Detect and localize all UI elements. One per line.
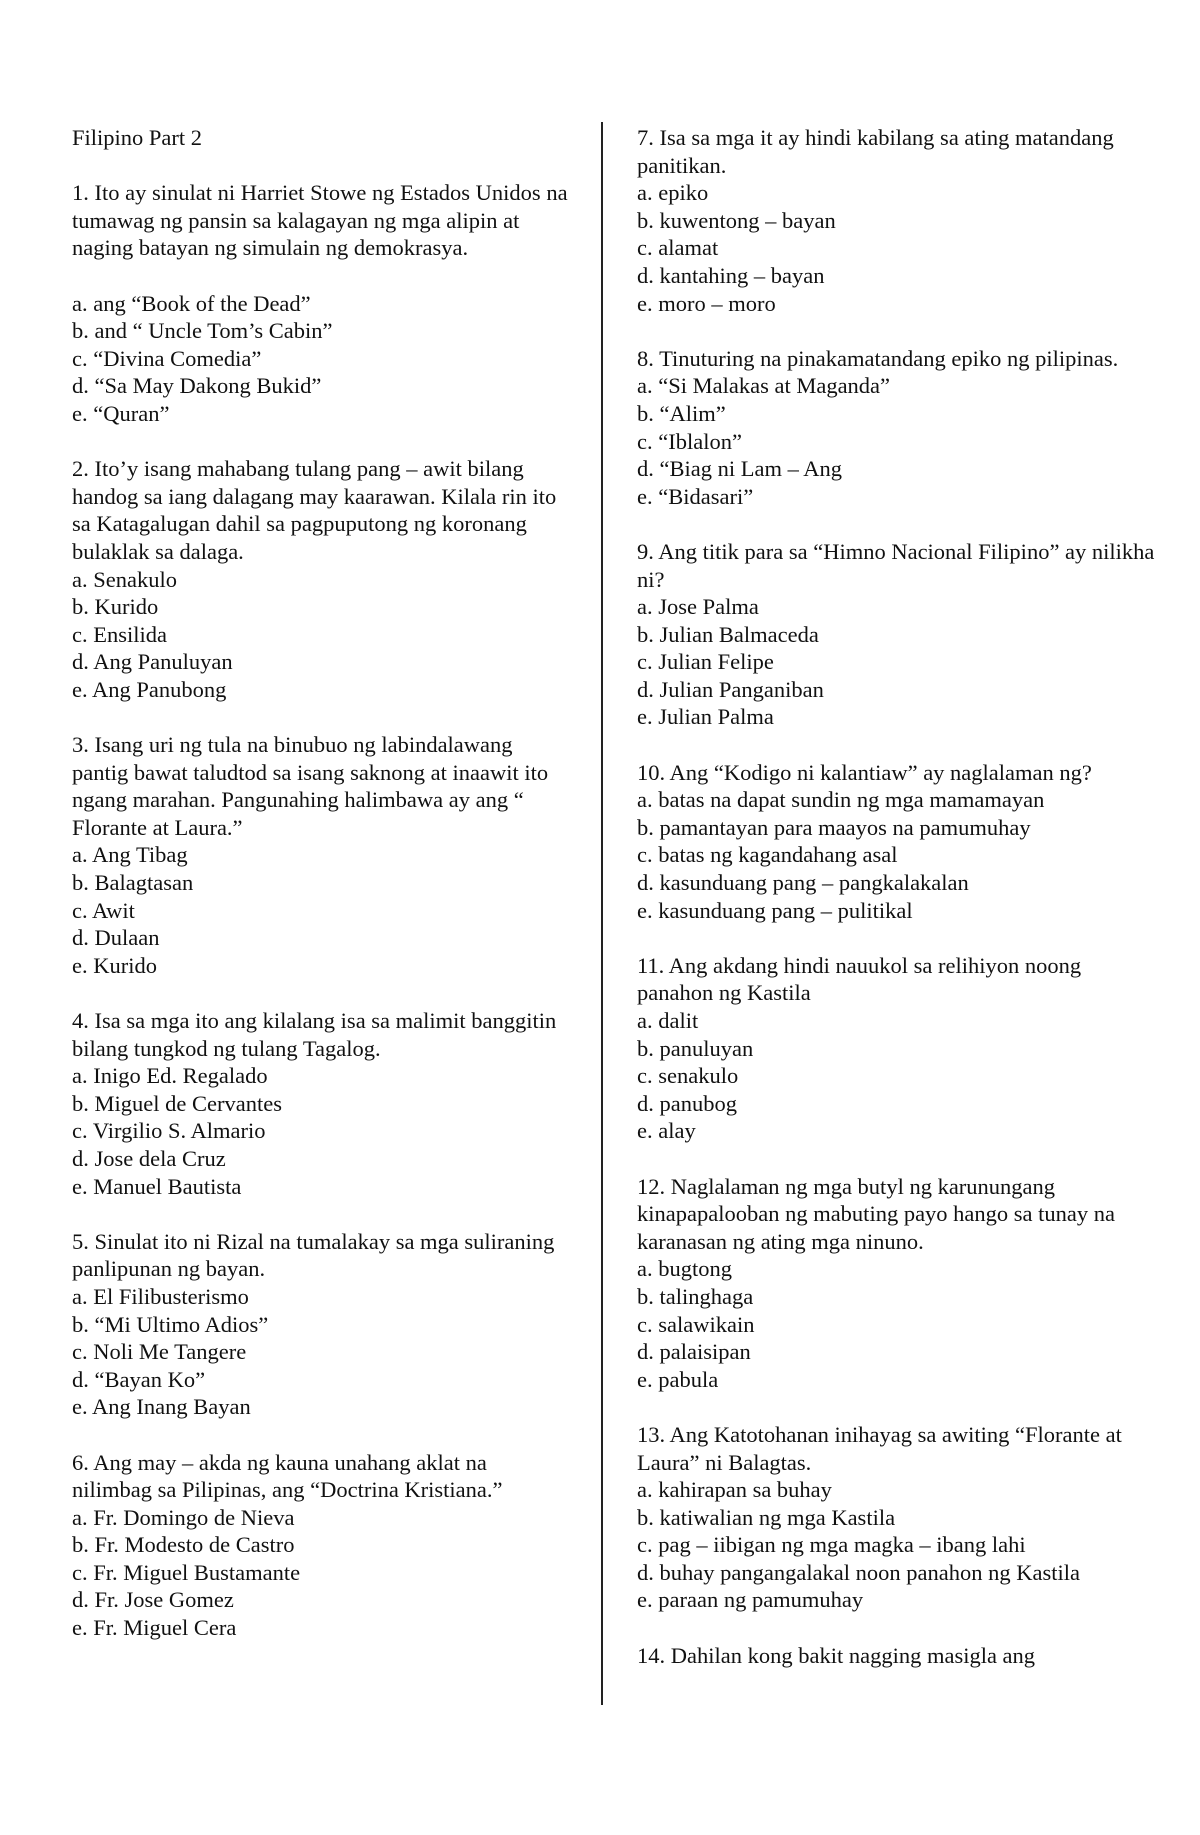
option-a: a. dalit [637, 1008, 699, 1033]
option-a: a. Inigo Ed. Regalado [72, 1063, 268, 1089]
option-a: a. Jose Palma [637, 594, 759, 620]
question-6 [72, 1449, 572, 1642]
question-8 [637, 345, 1157, 511]
page-title: Filipino Part 2 [72, 125, 203, 150]
question-3 [72, 731, 572, 979]
option-b: b. “Mi Ultimo Adios” [72, 1311, 269, 1337]
option-d: d. Jose dela Cruz [72, 1145, 226, 1171]
answer-options [72, 1504, 572, 1642]
question-5 [72, 1228, 572, 1421]
option-c: c. alamat [637, 235, 719, 261]
option-e: e. Ang Panubong [72, 676, 227, 702]
option-c: c. Virgilio S. Almario [72, 1118, 266, 1144]
option-e: e. Ang Inang Bayan [72, 1394, 251, 1420]
option-e: e. pabula [637, 1366, 719, 1392]
option-d: d. palaisipan [637, 1339, 751, 1365]
column-divider [601, 122, 603, 1705]
option-d: d. kasunduang pang – pangkalakalan [637, 870, 969, 896]
question-text: 9. Ang titik para sa “Himno Nacional Filipino” ay nilikha ni? [637, 538, 1155, 592]
option-e: e. kasunduang pang – pulitikal [637, 897, 913, 923]
option-a: a. bugtong [637, 1256, 732, 1282]
option-c: c. batas ng kagandahang asal [637, 842, 898, 868]
answer-options [72, 290, 572, 428]
question-text: 5. Sinulat ito ni Rizal na tumalakay sa mga suliraning panlipunan ng bayan. [72, 1228, 555, 1282]
answer-options [637, 1476, 1157, 1614]
question-1 [72, 179, 572, 427]
option-b: b. “Alim” [637, 400, 726, 426]
question-text: 8. Tinuturing na pinakamatandang epiko ng pilipinas. [637, 345, 1119, 371]
answer-options [72, 1283, 572, 1421]
option-c: c. Noli Me Tangere [72, 1339, 247, 1365]
option-d: d. kantahing – bayan [637, 262, 825, 288]
question-7 [637, 124, 1157, 317]
option-d: d. Fr. Jose Gomez [72, 1587, 234, 1613]
option-a: a. Ang Tibag [72, 842, 188, 868]
question-text: 7. Isa sa mga it ay hindi kabilang sa ating matandang panitikan. [637, 125, 1114, 178]
answer-options [637, 1255, 1157, 1393]
answer-options [637, 786, 1157, 924]
option-b: b. Balagtasan [72, 870, 194, 896]
option-e: e. moro – moro [637, 290, 776, 316]
question-11 [637, 952, 1157, 1145]
option-a: a. Fr. Domingo de Nieva [72, 1504, 295, 1530]
option-a: a. batas na dapat sundin ng mga mamamayan [637, 787, 1045, 813]
left-column [72, 124, 572, 1669]
option-b: b. Kurido [72, 594, 159, 620]
question-text: 14. Dahilan kong bakit nagging masigla ang [637, 1642, 1036, 1668]
question-text: 11. Ang akdang hindi nauukol sa relihiyon noong panahon ng Kastila [637, 952, 1082, 1006]
option-d: d. Ang Panuluyan [72, 649, 233, 675]
answer-options [637, 593, 1157, 731]
option-a: a. kahirapan sa buhay [637, 1477, 832, 1503]
question-14 [637, 1642, 1157, 1670]
option-e: e. “Quran” [72, 400, 170, 426]
option-c: c. Awit [72, 897, 135, 923]
question-text: 1. Ito ay sinulat ni Harriet Stowe ng Estados Unidos na tumawag ng pansin sa kalagayan ng mga alipin at naging batayan ng simulain ng demokrasya. [72, 180, 568, 261]
option-a: a. Senakulo [72, 566, 177, 592]
option-b: b. pamantayan para maayos na pamumuhay [637, 814, 1031, 840]
option-b: b. katiwalian ng mga Kastila [637, 1504, 896, 1530]
answer-options [637, 372, 1157, 510]
answer-options [72, 566, 572, 704]
option-e: e. paraan ng pamumuhay [637, 1587, 864, 1613]
option-c: c. salawikain [637, 1311, 755, 1337]
option-d: d. “Sa May Dakong Bukid” [72, 373, 322, 399]
right-column [637, 124, 1157, 1697]
option-a: a. epiko [637, 180, 709, 206]
question-13 [637, 1421, 1157, 1614]
answer-options [637, 179, 1157, 317]
option-c: c. Fr. Miguel Bustamante [72, 1559, 301, 1585]
question-text: 6. Ang may – akda ng kauna unahang aklat na nilimbag sa Pilipinas, ang “Doctrina Kristiana.” [72, 1449, 503, 1503]
option-c: c. “Divina Comedia” [72, 345, 262, 371]
option-e: e. Julian Palma [637, 704, 774, 730]
question-text: 10. Ang “Kodigo ni kalantiaw” ay naglalaman ng? [637, 759, 1092, 785]
option-b: b. Julian Balmaceda [637, 621, 819, 647]
answer-options [637, 1007, 1157, 1145]
option-d: d. panubog [637, 1090, 737, 1116]
option-d: d. “Biag ni Lam – Ang [637, 456, 842, 482]
option-c: c. pag – iibigan ng mga magka – ibang lahi [637, 1532, 1026, 1558]
option-c: c. senakulo [637, 1063, 739, 1089]
question-9 [637, 538, 1157, 731]
option-d: d. Dulaan [72, 925, 160, 951]
question-text: 3. Isang uri ng tula na binubuo ng labindalawang pantig bawat taludtod sa isang saknong at inaawit ito ngang marahan. Pangunahing halimbawa ay ang “ Florante at Laura.” [72, 732, 549, 840]
option-c: c. Ensilida [72, 621, 167, 647]
option-b: b. panuluyan [637, 1035, 754, 1061]
option-b: b. and “ Uncle Tom’s Cabin” [72, 318, 333, 344]
option-c: c. Julian Felipe [637, 649, 774, 675]
option-a: a. “Si Malakas at Maganda” [637, 373, 891, 399]
option-d: d. buhay pangangalakal noon panahon ng Kastila [637, 1559, 1081, 1585]
option-d: d. Julian Panganiban [637, 676, 824, 702]
option-e: e. “Bidasari” [637, 483, 754, 509]
option-c: c. “Iblalon” [637, 428, 742, 454]
question-text: 13. Ang Katotohanan inihayag sa awiting “Florante at Laura” ni Balagtas. [637, 1421, 1122, 1475]
option-b: b. Miguel de Cervantes [72, 1090, 282, 1116]
option-b: b. kuwentong – bayan [637, 207, 836, 233]
option-a: a. El Filibusterismo [72, 1283, 249, 1309]
option-e: e. Kurido [72, 952, 157, 978]
question-12 [637, 1173, 1157, 1394]
option-a: a. ang “Book of the Dead” [72, 290, 311, 316]
question-4 [72, 1007, 572, 1200]
option-b: b. Fr. Modesto de Castro [72, 1532, 295, 1558]
option-e: e. alay [637, 1118, 696, 1144]
option-e: e. Fr. Miguel Cera [72, 1615, 237, 1641]
question-2 [72, 455, 572, 703]
question-10 [637, 759, 1157, 925]
question-text: 4. Isa sa mga ito ang kilalang isa sa malimit banggitin bilang tungkod ng tulang Tagalog. [72, 1008, 557, 1061]
question-text: 12. Naglalaman ng mga butyl ng karunungang kinapapalooban ng mabuting payo hango sa tunay na karanasan ng ating mga ninuno. [637, 1173, 1116, 1254]
question-text: 2. Ito’y isang mahabang tulang pang – awit bilang handog sa iang dalagang may kaarawan. Kilala rin ito sa Katagalugan dahil sa pagpuputong ng koronang bulaklak sa dalaga. [72, 456, 557, 564]
option-d: d. “Bayan Ko” [72, 1366, 206, 1392]
option-e: e. Manuel Bautista [72, 1173, 242, 1199]
answer-options [72, 1062, 572, 1200]
option-b: b. talinghaga [637, 1283, 754, 1309]
answer-options [72, 841, 572, 979]
